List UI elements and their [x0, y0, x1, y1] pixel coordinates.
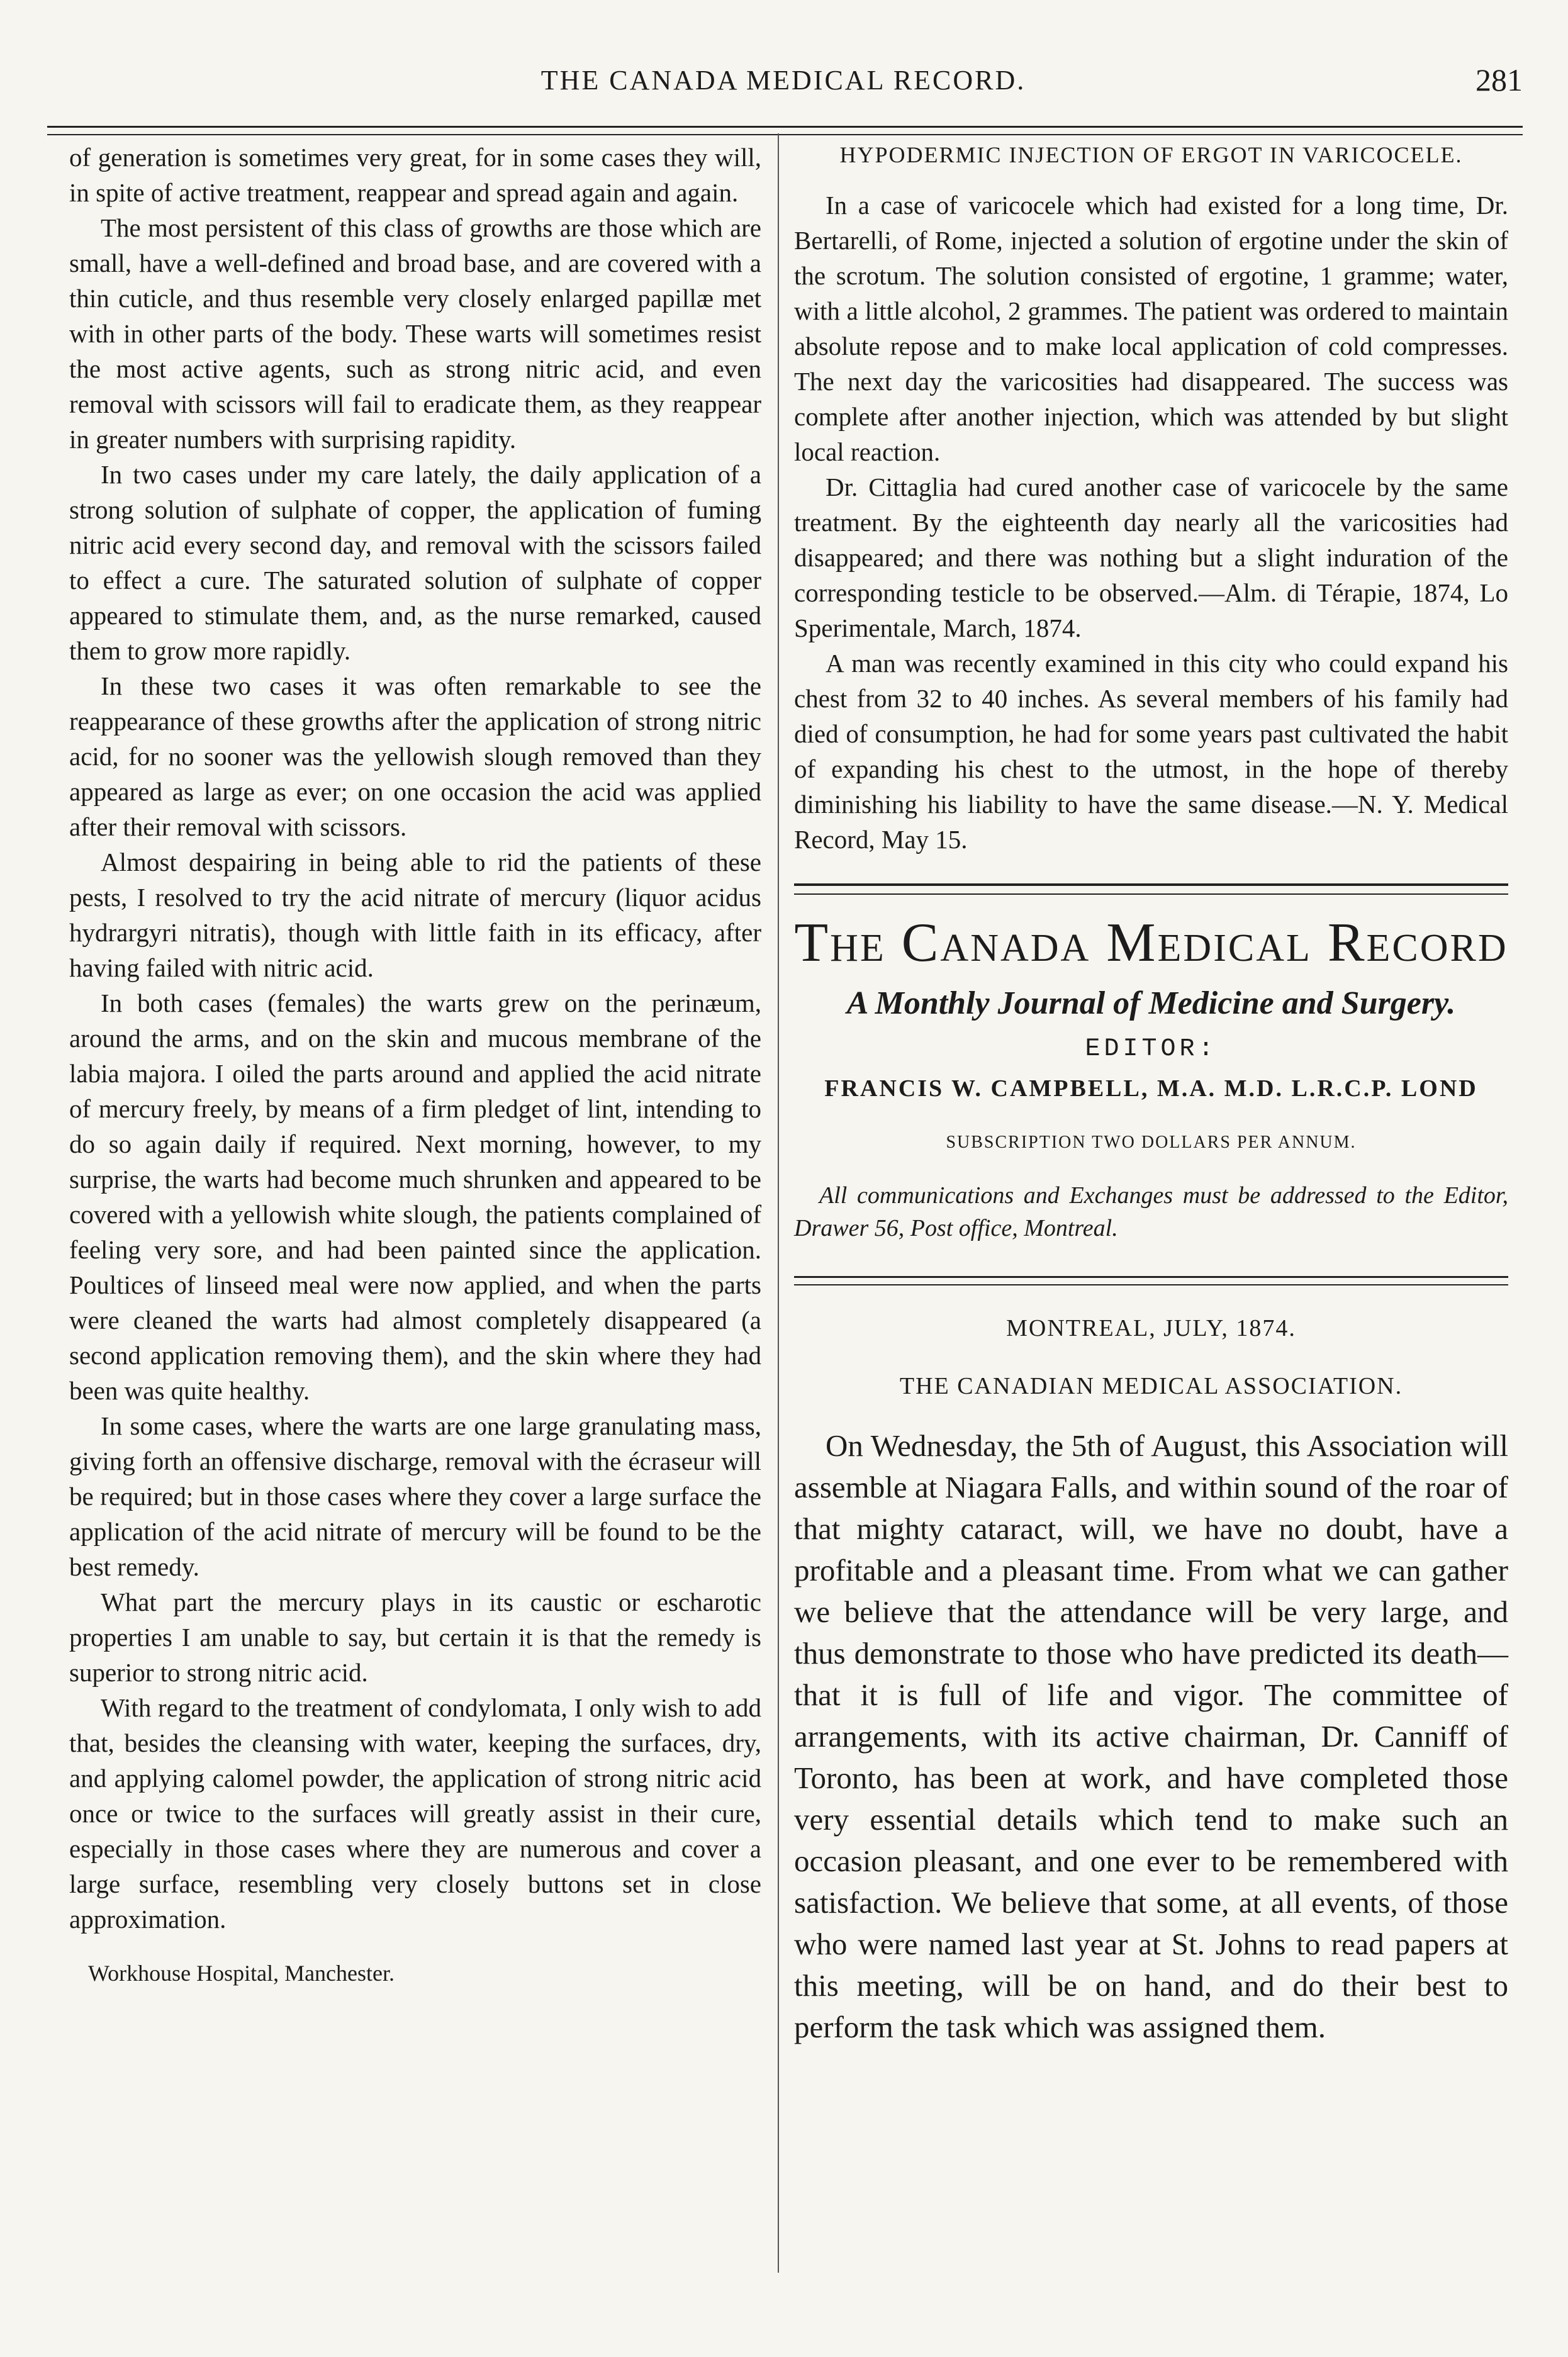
- editor-name: FRANCIS W. CAMPBELL, M.A. M.D. L.R.C.P. LOND: [824, 1075, 1478, 1102]
- paragraph: In some cases, where the warts are one large granulating mass, giving forth an offensive discharge, removal with the écraseur will be required; but in those cases where they cover a large surface the application of the acid nitrate of mercury will be found to be the best remedy.: [69, 1411, 761, 1581]
- editorial-rule: [794, 1276, 1508, 1285]
- paragraph: Almost despairing in being able to rid the patients of these pests, I resolved to try the acid nitrate of mercury (liquor acidus hydrargyri nitratis), though with little faith in its efficacy, after having failed with nitric acid.: [69, 848, 761, 982]
- masthead-subtitle: A Monthly Journal of Medicine and Surgery.: [846, 985, 1456, 1021]
- right-column: [794, 140, 1508, 2048]
- page-number: 281: [1476, 62, 1523, 98]
- paragraph: A man was recently examined in this city who could expand his chest from 32 to 40 inches. As several members of his family had died of consumption, he had for some years past cultivated the habit of expanding his chest to the utmost, in the hope of thereby diminishing his liability to have the same disease.—N. Y. Medical Record, May 15.: [794, 649, 1508, 854]
- column-divider: [778, 133, 779, 2273]
- running-title: THE CANADA MEDICAL RECORD.: [540, 65, 1026, 96]
- address-note: All communications and Exchanges must be addressed to the Editor, Drawer 56, Post office, Montreal.: [794, 1182, 1508, 1241]
- paragraph: In both cases (females) the warts grew on the perinæum, around the arms, and on the skin and mucous membrane of the labia majora. I oiled the parts around and applied the acid nitrate of mercury freely, by means of a firm pledget of lint, intending to do so again daily if required. Next morning, however, to my surprise, the warts had become much shrunken and appeared to be covered with a yellowish white slough, the patients complained of feeling very sore, and had been painted since the application. Poultices of linseed meal were now applied, and when the parts were cleaned the warts had almost completely disappeared (a second application removing them), and the skin where they had been was quite healthy.: [69, 988, 761, 1405]
- article-heading: HYPODERMIC INJECTION OF ERGOT IN VARICOCELE.: [839, 142, 1463, 167]
- paragraph: of generation is sometimes very great, for in some cases they will, in spite of active treatment, reappear and spread again and again.: [69, 143, 761, 207]
- paragraph: In these two cases it was often remarkable to see the reappearance of these growths after the application of strong nitric acid, for no sooner was the yellowish slough removed than they appeared as large as ever; on one occasion the acid was applied after their removal with scissors.: [69, 671, 761, 841]
- header-rule: [47, 126, 1523, 135]
- paragraph: What part the mercury plays in its caustic or escharotic properties I am unable to say, but certain it is that the remedy is superior to strong nitric acid.: [69, 1587, 761, 1687]
- paragraph: The most persistent of this class of growths are those which are small, have a well-defined and broad base, and are covered with a thin cuticle, and thus resemble very closely enlarged papillæ met with in other parts of the body. These warts will sometimes resist the most active agents, such as strong nitric acid, and even removal with scissors will fail to eradicate them, as they reappear in greater numbers with surprising rapidity.: [69, 213, 761, 454]
- subscription-note: SUBSCRIPTION TWO DOLLARS PER ANNUM.: [946, 1133, 1357, 1152]
- paragraph: Dr. Cittaglia had cured another case of varicocele by the same treatment. By the eighteenth day nearly all the varicosities had disappeared; and there was nothing but a slight induration of the corresponding testicle to be observed.—Alm. di Térapie, 1874, Lo Sperimentale, March, 1874.: [794, 473, 1508, 642]
- editor-label: EDITOR:: [1085, 1035, 1218, 1063]
- page-header: [44, 58, 1523, 108]
- editorial-body: On Wednesday, the 5th of August, this Association will assemble at Niagara Falls, and within sound of the roar of that mighty cataract, will, we have no doubt, have a profitable and a pleasant time. From what we can gather we believe that the attendance will be very large, and thus demonstrate to those who have predicted its death—that it is full of life and vigor. The committee of arrangements, with its active chairman, Dr. Canniff of Toronto, has been at work, and have completed those very essential details which tend to make such an occasion pleasant, and one ever to be remembered with satisfaction. We believe that some, at all events, of those who were named last year at St. Johns to read papers at this meeting, will be on hand, and do their best to perform the task which was assigned them.: [794, 1428, 1508, 2044]
- dateline: MONTREAL, JULY, 1874.: [1006, 1315, 1296, 1341]
- author-affiliation: Workhouse Hospital, Manchester.: [88, 1961, 395, 1986]
- masthead-rule: [794, 883, 1508, 895]
- paragraph: In two cases under my care lately, the daily application of a strong solution of sulphate of copper, the application of fuming nitric acid every second day, and removal with the scissors failed to effect a cure. The saturated solution of sulphate of copper appeared to stimulate them, and, as the nurse remarked, caused them to grow more rapidly.: [69, 460, 761, 665]
- paragraph: In a case of varicocele which had existed for a long time, Dr. Bertarelli, of Rome, injected a solution of ergotine under the skin of the scrotum. The solution consisted of ergotine, 1 gramme; water, with a little alcohol, 2 grammes. The patient was ordered to maintain absolute repose and to make local application of cold compresses. The next day the varicosities had disappeared. The success was complete after another injection, which was attended by but slight local reaction.: [794, 191, 1508, 466]
- masthead-title: The Canada Medical Record: [794, 912, 1508, 973]
- editorial-heading: THE CANADIAN MEDICAL ASSOCIATION.: [899, 1373, 1403, 1399]
- paragraph: With regard to the treatment of condylomata, I only wish to add that, besides the cleansing with water, keeping the surfaces, dry, and applying calomel powder, the application of strong nitric acid once or twice to the surfaces will greatly assist in their cure, especially in those cases where they are numerous and cover a large surface, resembling very closely buttons set in close approximation.: [69, 1693, 761, 1934]
- left-column: [69, 140, 761, 1991]
